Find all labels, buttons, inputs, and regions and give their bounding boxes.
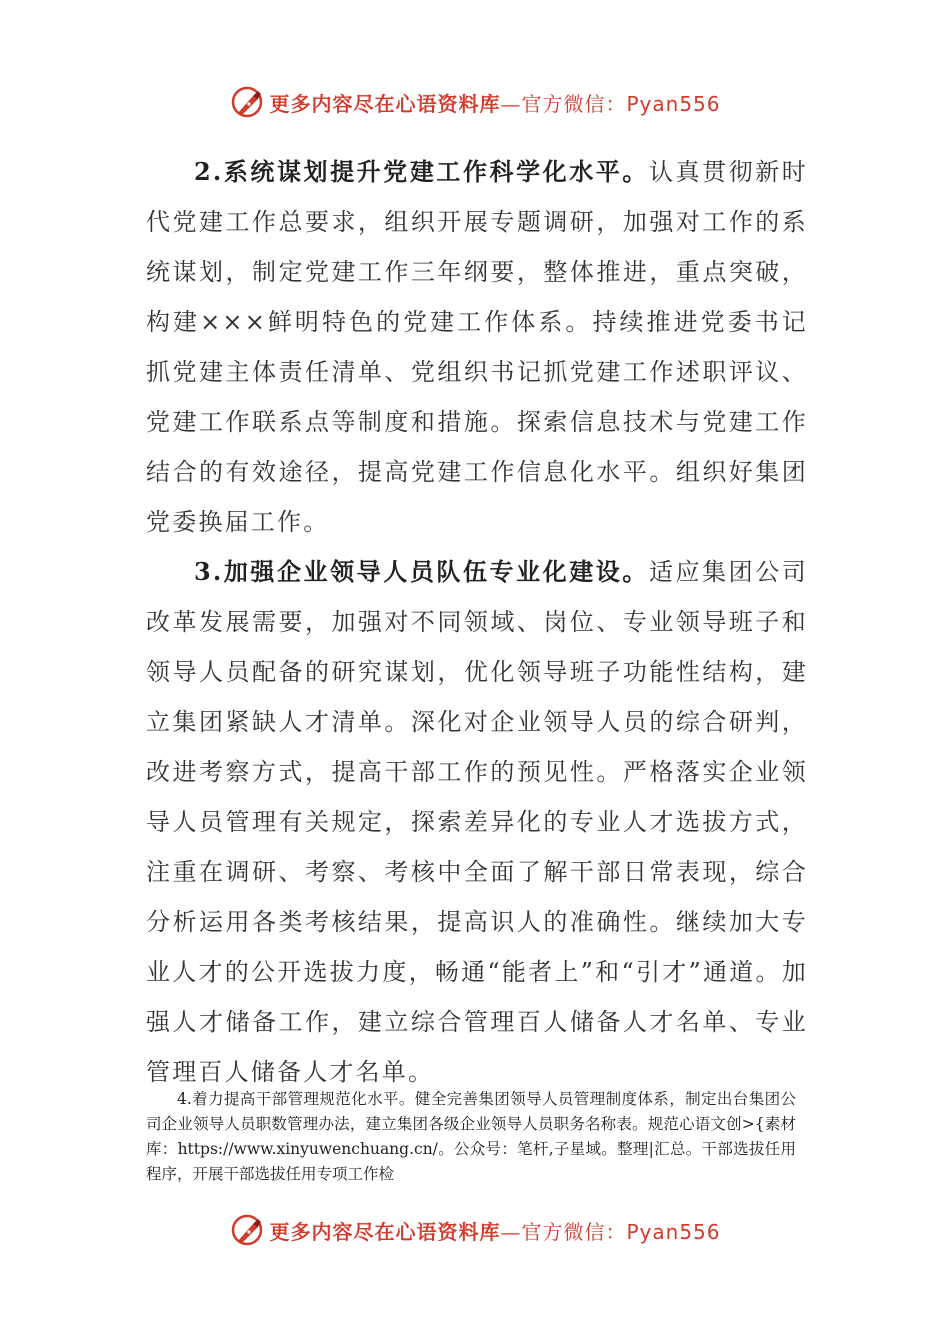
banner-official: 官方微信： bbox=[521, 1219, 627, 1244]
paragraph-2-text: 认真贯彻新时代党建工作总要求，组织开展专题调研，加强对工作的系统谋划，制定党建工作三年纲要，整体推进，重点突破，构建×××鲜明特色的党建工作体系。持续推进党委书记抓党建主体责任清单、党组织书记抓党建工作述职评议、党建工作联系点等制度和措施。探索信息技术与党建工作结合的有效途径，提高党建工作信息化水平。组织好集团党委换届工作。 bbox=[146, 158, 809, 536]
banner-official: 官方微信： bbox=[521, 91, 627, 116]
banner-emphasis: 更多内容尽在心语资料库 bbox=[269, 91, 501, 116]
banner-dash: — bbox=[500, 91, 522, 116]
banner-wechat-id: Pyan556 bbox=[626, 91, 721, 116]
banner-dash: — bbox=[500, 1219, 522, 1244]
paragraph-3-text: 适应集团公司改革发展需要，加强对不同领域、岗位、专业领导班子和领导人员配备的研究谋划，优化领导班子功能性结构，建立集团紧缺人才清单。深化对企业领导人员的综合研判，改进考察方式，提高干部工作的预见性。严格落实企业领导人员管理有关规定，探索差异化的专业人才选拔方式，注重在调研、考察、考核中全面了解干部日常表现，综合分析运用各类考核结果，提高识人的准确性。继续加大专业人才的公开选拔力度，畅通“能者上”和“引才”通道。加强人才储备工作，建立综合管理百人储备人才名单、专业管理百人储备人才名单。 bbox=[146, 558, 809, 1086]
banner-wechat-id: Pyan556 bbox=[626, 1219, 721, 1244]
pen-nib-logo-icon bbox=[229, 84, 265, 120]
header-banner bbox=[0, 80, 950, 124]
document-body bbox=[146, 147, 808, 1097]
banner-text bbox=[269, 88, 720, 117]
paragraph-2-heading: 2.系统谋划提升党建工作科学化水平。 bbox=[194, 157, 649, 186]
banner-emphasis: 更多内容尽在心语资料库 bbox=[269, 1219, 501, 1244]
paragraph-3-heading: 3.加强企业领导人员队伍专业化建设。 bbox=[194, 557, 649, 586]
footer-banner bbox=[0, 1208, 950, 1252]
pen-nib-logo-icon bbox=[229, 1212, 265, 1248]
paragraph-3 bbox=[146, 547, 808, 1097]
paragraph-2 bbox=[146, 147, 808, 547]
paragraph-4-small: 4.着力提高干部管理规范化水平。健全完善集团领导人员管理制度体系，制定出台集团公司企业领导人员职数管理办法，建立集团各级企业领导人员职务名称表。规范心语文创>{素材库：https://www.xinyuwenchuang.cn/。公众号：笔杆,子星域。整理|汇总。干部选拔任用程序，开展干部选拔任用专项工作检 bbox=[146, 1090, 796, 1183]
banner-text bbox=[269, 1216, 720, 1245]
